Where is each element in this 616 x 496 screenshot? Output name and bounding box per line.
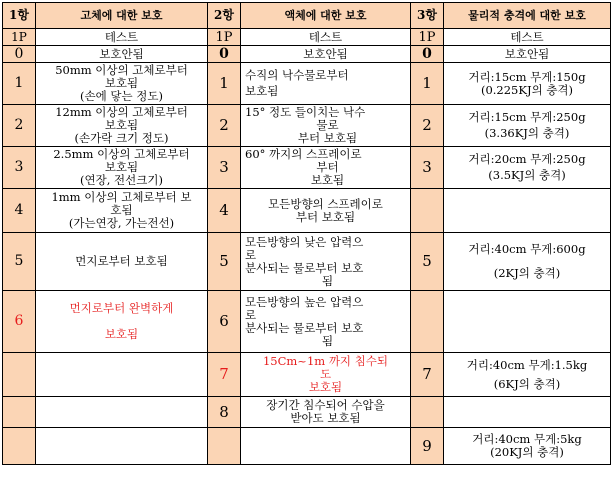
desc-line: (손에 닿는 정도) xyxy=(80,89,163,103)
desc-line: 받아도 보호됨 xyxy=(290,411,361,425)
liquid-desc xyxy=(241,147,411,189)
col3-number-header: 3항 xyxy=(411,3,444,29)
liquid-level xyxy=(208,428,241,465)
col1-number-header: 1항 xyxy=(3,3,36,29)
liquid-desc xyxy=(241,353,411,397)
liquid-desc xyxy=(241,397,411,428)
table-row xyxy=(3,46,611,63)
impact-level: 0 xyxy=(411,46,444,63)
solid-level xyxy=(3,397,36,428)
desc-line: 로 xyxy=(245,307,257,322)
liquid-desc xyxy=(241,63,411,105)
solid-level: 1 xyxy=(3,63,36,105)
test-code-1: 1P xyxy=(3,29,36,46)
table-row xyxy=(3,233,611,291)
desc-line: 2.5mm 이상의 고체로부터 xyxy=(53,147,190,161)
desc-line: 거리:15cm 무게:250g xyxy=(468,110,586,124)
desc-line: 12mm 이상의 고체로부터 xyxy=(55,105,188,119)
liquid-level: 8 xyxy=(208,397,241,428)
desc-line: 장기간 침수되어 수압을 xyxy=(266,398,385,412)
table-row xyxy=(3,353,611,397)
impact-level: 2 xyxy=(411,105,444,147)
desc-line: 물로 xyxy=(316,118,339,132)
desc-line: (연장, 전선크기) xyxy=(80,173,163,187)
desc-line: 보호됨 xyxy=(308,380,343,394)
liquid-desc xyxy=(241,428,411,465)
solid-desc xyxy=(36,46,208,63)
desc-line: (3.5KJ의 충격) xyxy=(488,168,566,182)
solid-desc xyxy=(36,189,208,233)
solid-level: 2 xyxy=(3,105,36,147)
liquid-level: 2 xyxy=(208,105,241,147)
test-label-1: 테스트 xyxy=(36,29,208,46)
desc-line: 모든방향의 낮은 압력으 xyxy=(245,234,364,249)
desc-line: (0.225KJ의 충격) xyxy=(480,82,574,97)
impact-level xyxy=(411,189,444,233)
desc-line: 부터 보호됨 xyxy=(297,131,358,145)
liquid-level: 3 xyxy=(208,147,241,189)
desc-line: 모든방향의 스프레이로 xyxy=(268,196,383,211)
desc-line: 보호됨 xyxy=(104,160,139,174)
desc-line: 보호됨 xyxy=(104,118,139,132)
solid-desc xyxy=(36,353,208,397)
liquid-level: 6 xyxy=(208,291,241,353)
solid-desc xyxy=(36,233,208,291)
desc-line: 보호됨 xyxy=(310,173,345,187)
desc-line: 수직의 낙수물로부터 xyxy=(245,68,349,82)
desc-line: 호됨 xyxy=(110,203,133,217)
desc-line: 됨 xyxy=(321,333,334,348)
impact-desc xyxy=(444,353,611,397)
desc-line: (손가락 크기 정도) xyxy=(74,131,169,145)
desc-line: 모든방향의 높은 압력으 xyxy=(245,294,364,309)
desc-line: 됨 xyxy=(321,273,334,288)
impact-level xyxy=(411,397,444,428)
table-row xyxy=(3,63,611,105)
table-row xyxy=(3,147,611,189)
desc-line: 거리:40cm 무게:600g xyxy=(468,242,586,256)
desc-line: 거리:20cm 무게:250g xyxy=(468,152,586,166)
solid-level: 0 xyxy=(3,46,36,63)
test-row xyxy=(3,29,611,46)
liquid-desc xyxy=(241,291,411,353)
solid-level: 5 xyxy=(3,233,36,291)
desc-line: (가는연장, 가는전선) xyxy=(68,216,175,230)
desc-line: (20KJ의 충격) xyxy=(490,445,564,459)
desc-line: (3.36KJ의 충격) xyxy=(484,126,570,140)
table-row xyxy=(3,189,611,233)
liquid-level: 7 xyxy=(208,353,241,397)
desc-line: 15Cm~1m 까지 침수되 xyxy=(262,354,389,368)
desc-line: 부터 xyxy=(316,160,339,174)
liquid-desc xyxy=(241,189,411,233)
impact-desc xyxy=(444,105,611,147)
solid-desc xyxy=(36,291,208,353)
col1-title-header: 고체에 대한 보호 xyxy=(36,3,208,29)
test-code-3: 1P xyxy=(411,29,444,46)
desc-line: 60° 까지의 스프레이로 xyxy=(245,147,362,161)
solid-level: 4 xyxy=(3,189,36,233)
liquid-desc xyxy=(241,105,411,147)
desc-line: 로 xyxy=(245,247,257,262)
impact-desc xyxy=(444,189,611,233)
solid-level: 6 xyxy=(3,291,36,353)
desc-line: (2KJ의 충격) xyxy=(493,266,561,280)
desc-line: 보호됨 xyxy=(104,76,139,90)
desc-line: 부터 보호됨 xyxy=(295,209,356,224)
desc-line: 보호됨 xyxy=(245,84,279,98)
ip-rating-table xyxy=(2,2,611,465)
desc-line: 50mm 이상의 고체로부터 xyxy=(55,63,188,77)
solid-level: 3 xyxy=(3,147,36,189)
col2-title-header: 액체에 대한 보호 xyxy=(241,3,411,29)
liquid-desc xyxy=(241,46,411,63)
desc-line: 도 xyxy=(319,367,332,381)
col3-title-header: 물리적 충격에 대한 보호 xyxy=(444,3,611,29)
impact-level xyxy=(411,291,444,353)
test-code-2: 1P xyxy=(208,29,241,46)
header-row xyxy=(3,3,611,29)
solid-level xyxy=(3,428,36,465)
solid-desc xyxy=(36,63,208,105)
impact-desc xyxy=(444,46,611,63)
desc-line: 보호안됨 xyxy=(303,46,348,61)
impact-level: 3 xyxy=(411,147,444,189)
desc-line: 보호안됨 xyxy=(99,46,144,61)
col2-number-header: 2항 xyxy=(208,3,241,29)
desc-line: 분사되는 물로부터 보호 xyxy=(245,260,364,275)
desc-line: 거리:40cm 무게:5kg xyxy=(472,432,582,446)
table-row xyxy=(3,105,611,147)
table-row xyxy=(3,428,611,465)
impact-desc xyxy=(444,233,611,291)
desc-line: 보호됨 xyxy=(104,327,139,341)
impact-level: 1 xyxy=(411,63,444,105)
impact-desc xyxy=(444,291,611,353)
desc-line: 15° 정도 들이치는 낙수 xyxy=(245,105,366,119)
impact-level: 9 xyxy=(411,428,444,465)
impact-desc xyxy=(444,428,611,465)
solid-desc xyxy=(36,428,208,465)
solid-level xyxy=(3,353,36,397)
table-row xyxy=(3,291,611,353)
desc-line: 먼지로부터 보호됨 xyxy=(75,254,168,268)
desc-line: 분사되는 물로부터 보호 xyxy=(245,320,364,335)
desc-line: 거리:15cm 무게:150g xyxy=(468,69,586,84)
test-label-2: 테스트 xyxy=(241,29,411,46)
impact-desc xyxy=(444,397,611,428)
solid-desc xyxy=(36,105,208,147)
table-row xyxy=(3,397,611,428)
desc-line: 1mm 이상의 고체로부터 보 xyxy=(51,190,192,204)
desc-line: 거리:40cm 무게:1.5kg xyxy=(466,357,588,372)
desc-line: (6KJ의 충격) xyxy=(493,376,561,391)
liquid-level: 1 xyxy=(208,63,241,105)
desc-line: 먼지로부터 완벽하게 xyxy=(69,301,174,315)
test-label-3: 테스트 xyxy=(444,29,611,46)
liquid-level: 0 xyxy=(208,46,241,63)
liquid-level: 5 xyxy=(208,233,241,291)
impact-desc xyxy=(444,63,611,105)
liquid-level: 4 xyxy=(208,189,241,233)
impact-level: 7 xyxy=(411,353,444,397)
impact-desc xyxy=(444,147,611,189)
desc-line: 보호안됨 xyxy=(504,46,550,61)
impact-level: 5 xyxy=(411,233,444,291)
solid-desc xyxy=(36,147,208,189)
solid-desc xyxy=(36,397,208,428)
liquid-desc xyxy=(241,233,411,291)
